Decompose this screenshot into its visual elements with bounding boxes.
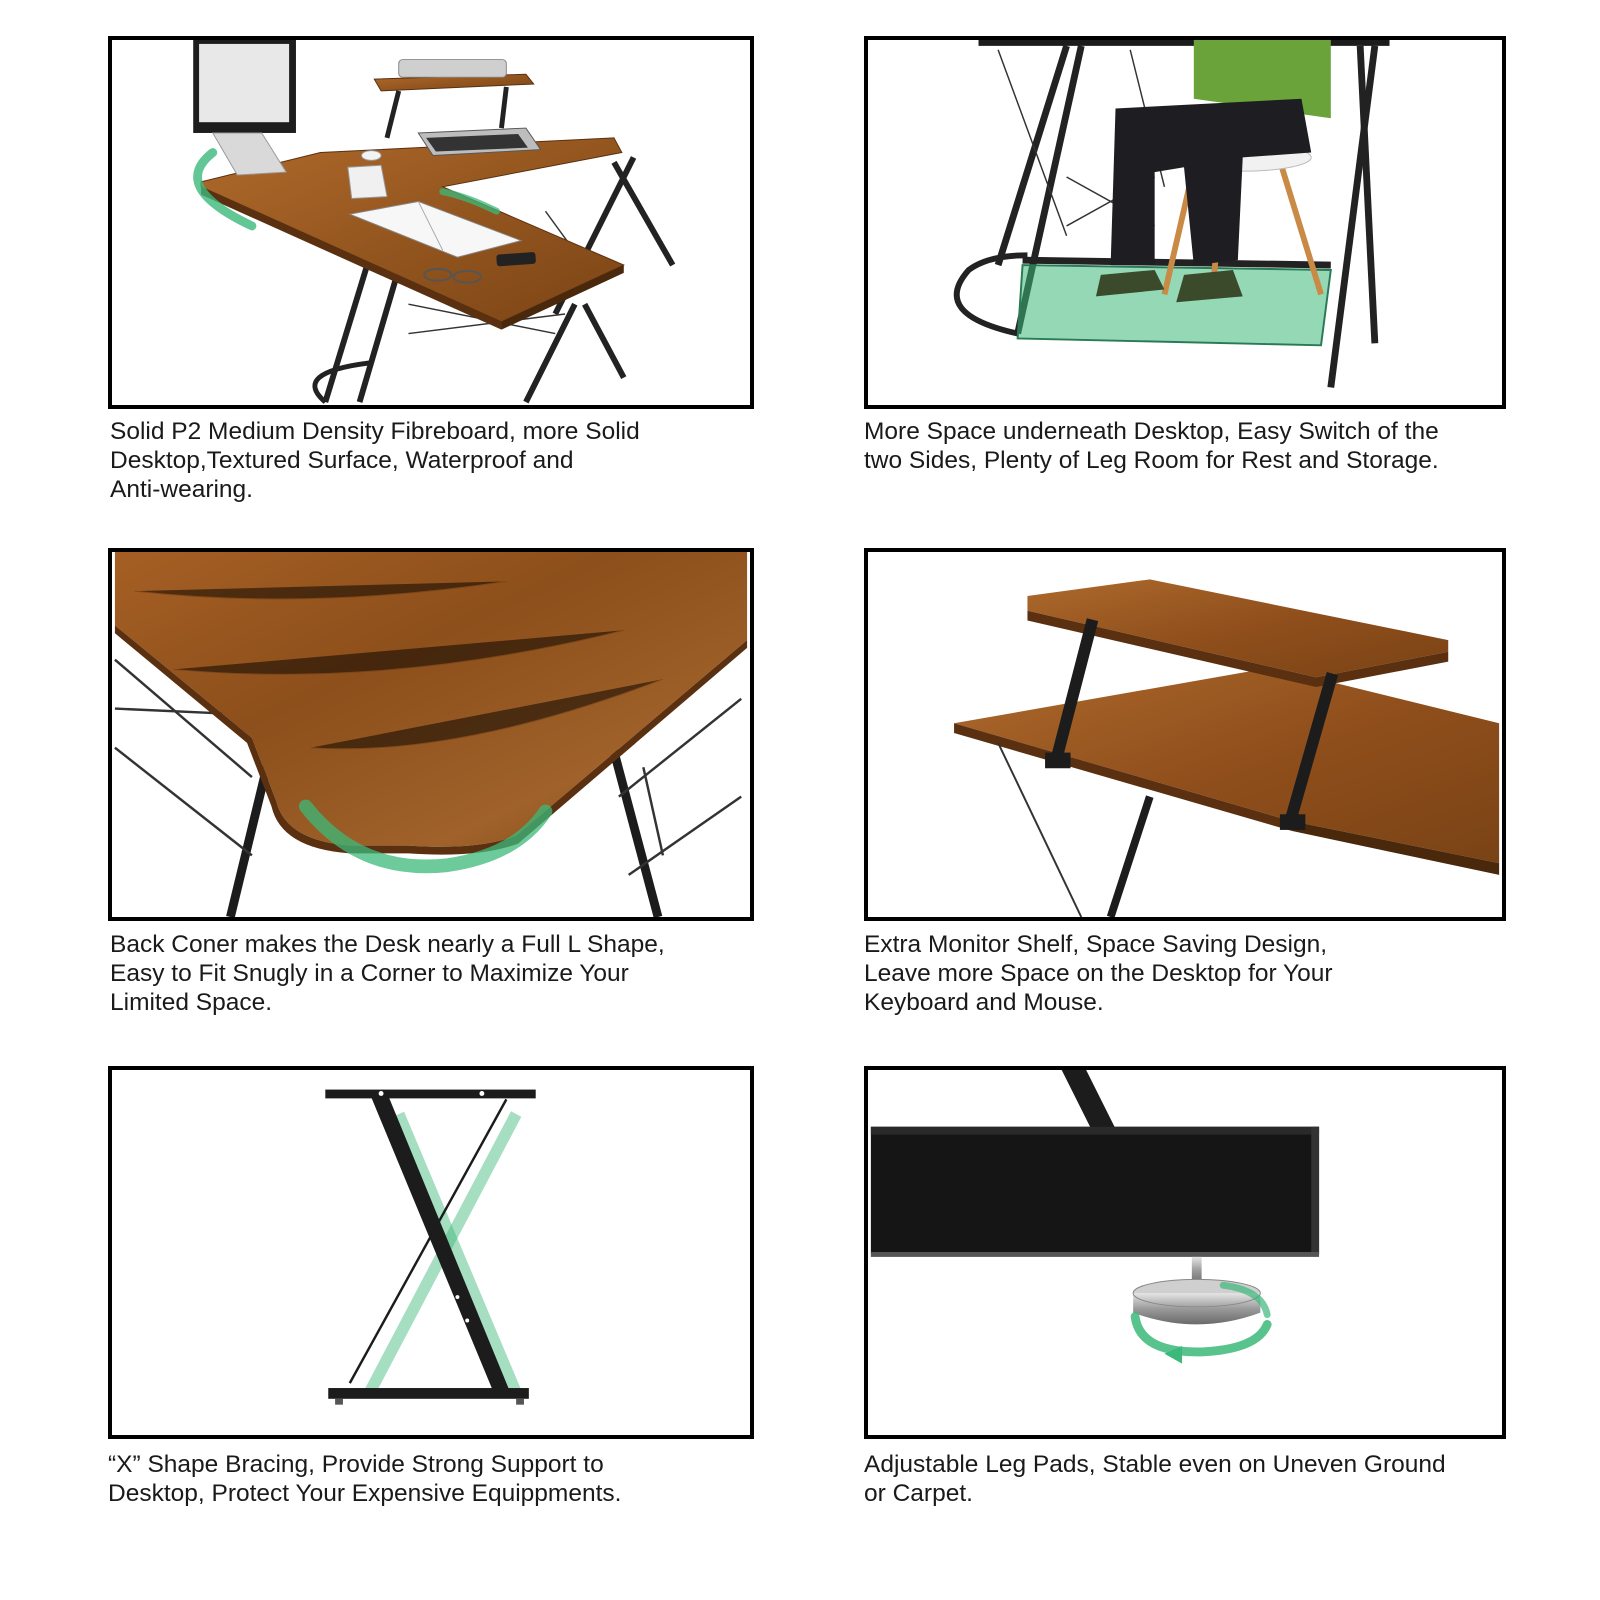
l-shaped-desk-icon — [112, 40, 750, 405]
feature-caption-leg-pads: Adjustable Leg Pads, Stable even on Uneven Ground or Carpet. — [864, 1451, 1446, 1507]
seated-person-under-desk-icon — [868, 40, 1502, 405]
feature-image-leg-room — [864, 36, 1506, 409]
feature-image-solid-board — [108, 36, 754, 409]
rounded-desk-corner-icon — [112, 552, 750, 917]
feature-caption-monitor-shelf: Extra Monitor Shelf, Space Saving Design, Leave more Space on the Desktop for Your Keyboard and Mouse. — [864, 931, 1333, 1016]
feature-caption-x-bracing: “X” Shape Bracing, Provide Strong Support to Desktop, Protect Your Expensive Equippments. — [108, 1451, 622, 1507]
adjustable-foot-pad-icon — [868, 1070, 1502, 1435]
feature-caption-leg-room: More Space underneath Desktop, Easy Switch of the two Sides, Plenty of Leg Room for Rest and Storage. — [864, 418, 1439, 474]
monitor-shelf-icon — [868, 552, 1502, 917]
feature-image-x-bracing — [108, 1066, 754, 1439]
feature-caption-solid-board: Solid P2 Medium Density Fibreboard, more Solid Desktop,Textured Surface, Waterproof and Anti-wearing. — [110, 418, 640, 503]
feature-caption-back-corner: Back Coner makes the Desk nearly a Full L Shape, Easy to Fit Snugly in a Corner to Maximize Your Limited Space. — [110, 931, 665, 1016]
feature-image-monitor-shelf — [864, 548, 1506, 921]
feature-image-leg-pads — [864, 1066, 1506, 1439]
x-brace-frame-icon — [112, 1070, 750, 1435]
feature-image-back-corner — [108, 548, 754, 921]
